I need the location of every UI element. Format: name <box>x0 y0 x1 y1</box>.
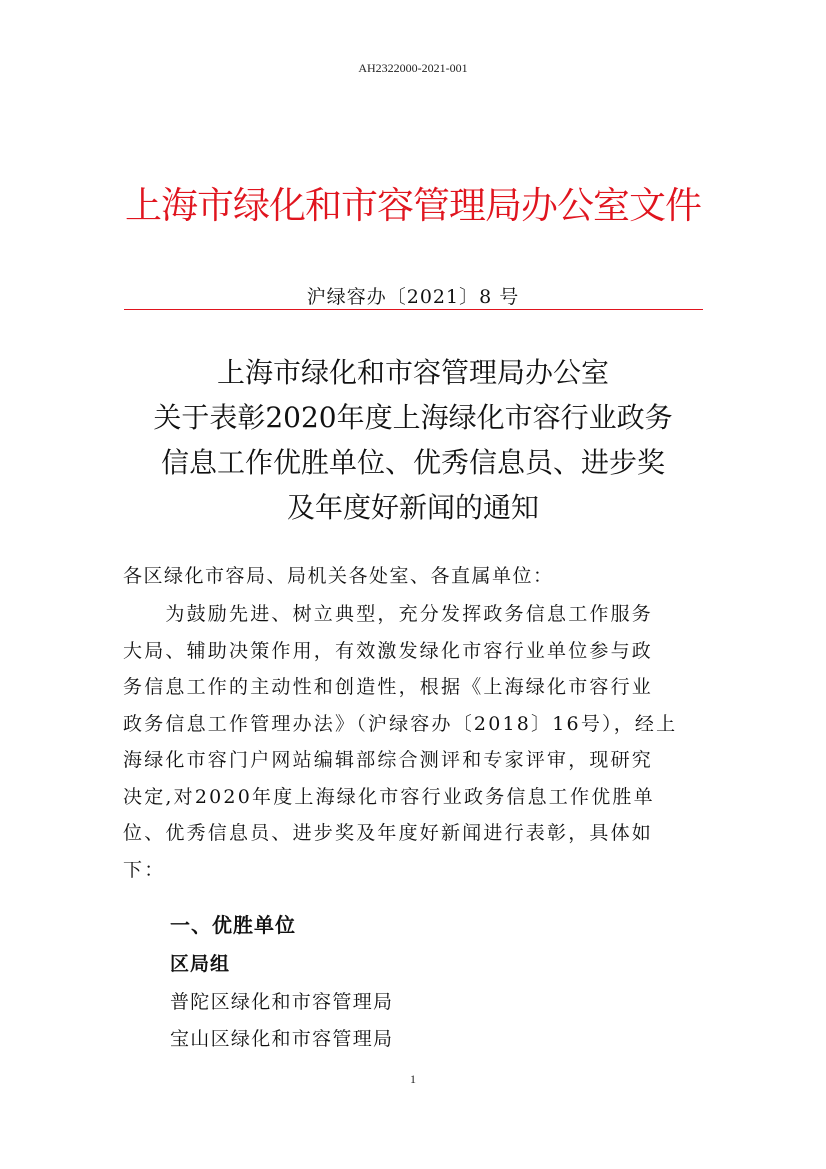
title-line: 关于表彰2020年度上海绿化市容行业政务 <box>153 401 673 434</box>
body-line: 务信息工作的主动性和创造性，根据《上海绿化市容行业 <box>123 676 654 698</box>
recipients-line: 各区绿化市容局、局机关各处室、各直属单位： <box>123 565 554 587</box>
body-line: 决定,对2020年度上海绿化市容行业政务信息工作优胜单 <box>123 785 655 808</box>
group-label: 区局组 <box>170 953 231 975</box>
notice-title <box>0 350 826 530</box>
body-line: 为鼓励先进、树立典型，充分发挥政务信息工作服务 <box>123 603 654 625</box>
title-line: 上海市绿化和市容管理局办公室 <box>216 356 609 389</box>
section-heading: 一、优胜单位 <box>170 913 296 937</box>
title-line: 信息工作优胜单位、优秀信息员、进步奖 <box>160 446 665 479</box>
body-line: 下： <box>123 858 166 881</box>
winner-unit: 宝山区绿化和市容管理局 <box>170 1028 394 1050</box>
body-paragraph <box>123 596 708 888</box>
body-line: 海绿化市容门户网站编辑部综合测评和专家评审，现研究 <box>123 749 654 771</box>
document-code: AH2322000-2021-001 <box>358 61 468 75</box>
body-line: 位、优秀信息员、进步奖及年度好新闻进行表彰，具体如 <box>123 822 654 844</box>
red-separator-line <box>124 309 703 310</box>
winner-unit: 普陀区绿化和市容管理局 <box>170 991 394 1013</box>
body-line: 大局、辅助决策作用，有效激发绿化市容行业单位参与政 <box>123 639 654 662</box>
title-line: 及年度好新闻的通知 <box>286 491 539 524</box>
document-number: 沪绿容办〔2021〕8 号 <box>306 286 520 308</box>
issuer-red-header: 上海市绿化和市容管理局办公室文件 <box>125 184 701 227</box>
page-number: 1 <box>410 1072 416 1086</box>
body-line: 政务信息工作管理办法》（沪绿容办〔2018〕16号），经上 <box>123 712 678 735</box>
